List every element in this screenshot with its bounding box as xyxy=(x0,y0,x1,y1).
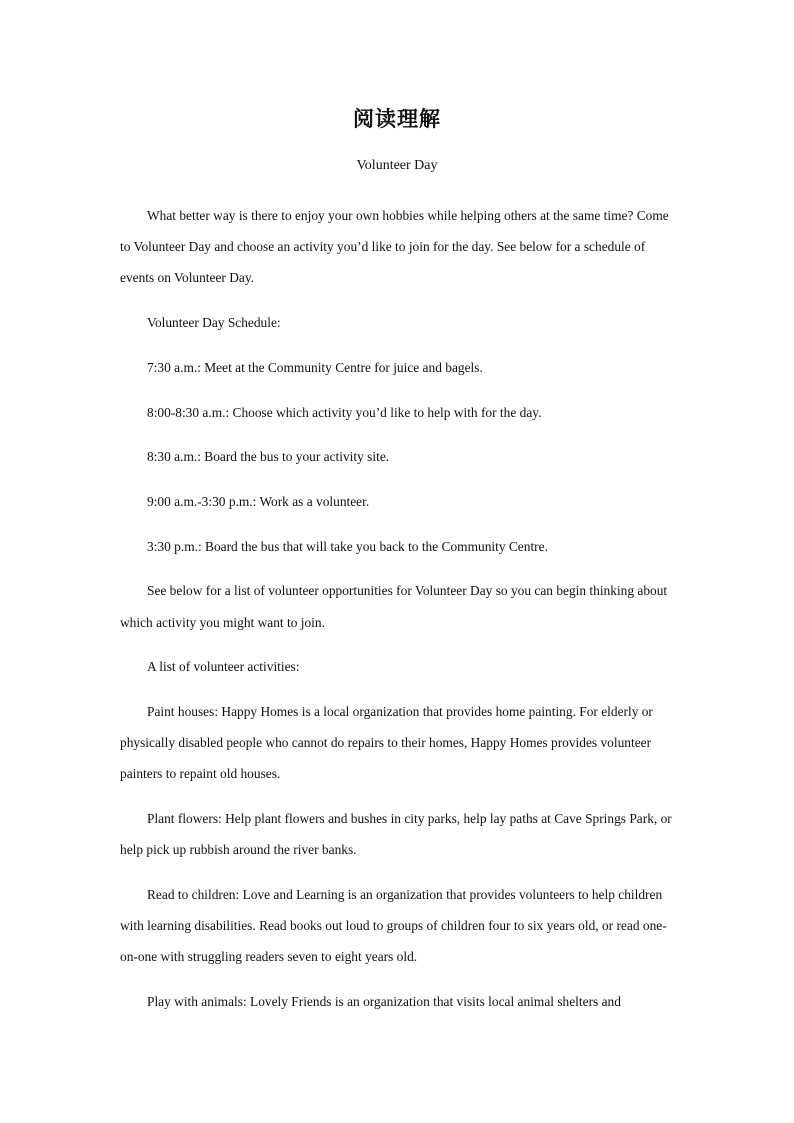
activity-item: Read to children: Love and Learning is an organization that provides volunteers to help children with learning disabilities. Read books out loud to groups of children four to six years old, or read one-on-one with struggling readers seven to eight years old. xyxy=(120,886,667,965)
paragraph-schedule-heading: Volunteer Day Schedule: xyxy=(147,315,281,331)
schedule-item: 9:00 a.m.-3:30 p.m.: Work as a volunteer. xyxy=(147,493,370,509)
activity-item: Paint houses: Happy Homes is a local organization that provides home painting. For elderly or physically disabled people who cannot do repairs to their homes, Happy Homes provides volunteer painters to repaint old houses. xyxy=(120,703,653,782)
document-body xyxy=(120,200,676,1031)
activity-item: Play with animals: Lovely Friends is an organization that visits local animal shelters and xyxy=(147,994,621,1010)
paragraph-activities-heading: A list of volunteer activities: xyxy=(147,659,300,675)
paragraph-opportunities: See below for a list of volunteer opportunities for Volunteer Day so you can begin thinking about which activity you might want to join. xyxy=(120,583,668,630)
schedule-item: 7:30 a.m.: Meet at the Community Centre for juice and bagels. xyxy=(147,359,483,375)
schedule-item: 8:00-8:30 a.m.: Choose which activity you’d like to help with for the day. xyxy=(147,404,542,420)
schedule-item: 8:30 a.m.: Board the bus to your activity site. xyxy=(147,449,390,465)
document-title: 阅读理解 xyxy=(353,107,441,131)
paragraph-intro: What better way is there to enjoy your own hobbies while helping others at the same time? Come to Volunteer Day and choose an activity you’d like to join for the day. See below for a schedule of events on Volunteer Day. xyxy=(120,208,669,286)
schedule-item: 3:30 p.m.: Board the bus that will take you back to the Community Centre. xyxy=(147,538,548,554)
activity-item: Plant flowers: Help plant flowers and bushes in city parks, help lay paths at Cave Springs Park, or help pick up rubbish around the river banks. xyxy=(120,811,672,858)
document-subtitle: Volunteer Day xyxy=(356,158,438,173)
